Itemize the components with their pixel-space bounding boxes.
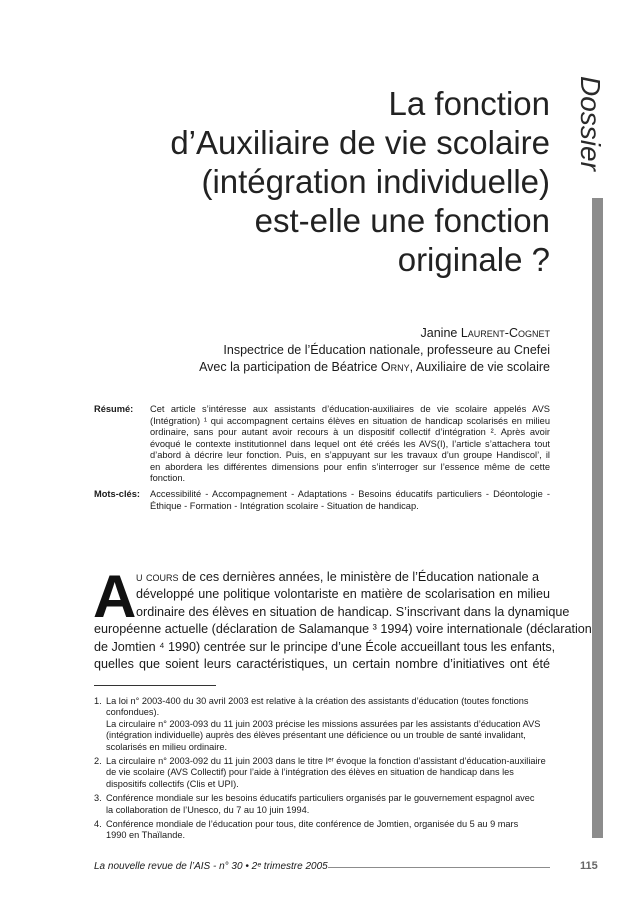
title-line: La fonction xyxy=(388,85,550,122)
footer-rule xyxy=(328,867,550,868)
drop-cap: A xyxy=(93,563,137,630)
body-line: développé une politique volontariste en matière de scolarisation en milieu xyxy=(136,587,550,602)
footnote-2 xyxy=(94,756,550,790)
footer-journal: La nouvelle revue de l’AIS - n° 30 • 2ᵉ trimestre 2005 xyxy=(94,861,328,872)
author-block xyxy=(150,325,550,376)
footnote-line: scolarisés en milieu ordinaire. xyxy=(106,741,228,752)
article-title xyxy=(120,84,550,279)
resume-line: fonction. xyxy=(150,473,186,483)
body-line: quelles que soient leurs caractéristiques, un certain nombre d’initiatives ont été xyxy=(94,657,550,672)
resume-label: Résumé: xyxy=(94,404,134,414)
participant-role: , Auxiliaire de vie scolaire xyxy=(409,360,550,374)
body-text xyxy=(93,563,592,673)
footnote-3 xyxy=(94,793,550,816)
participant-last-name: Orny xyxy=(380,360,410,374)
footnote-number: 1. xyxy=(94,696,102,706)
footnote-line: la collaboration de l’Unesco, du 7 au 10 juin 1994. xyxy=(106,804,310,815)
footnote-line: de vie scolaire (AVS Collectif) pour l’aide à l’intégration des élèves en situation de handicap dans les xyxy=(106,767,514,778)
body-line xyxy=(94,569,550,586)
participation-prefix: Avec la participation de Béatrice xyxy=(199,360,378,374)
footnote-number: 2. xyxy=(94,756,102,767)
lead-smallcaps: u cours xyxy=(136,570,179,584)
body-line-start: de ces dernières années, le ministère de l’Éducation nationale a xyxy=(178,570,540,584)
footnote-line: 1990 en Thaïlande. xyxy=(106,830,186,841)
footnote-line: La loi n° 2003-400 du 30 avril 2003 est relative à la création des assistants d’éducation (toutes fonctions xyxy=(106,696,529,706)
resume-line: évoqué le contexte institutionnel dans lequel ont été créés les AVS(I), l’article s’attachera tout xyxy=(150,438,550,449)
keywords-text xyxy=(150,489,550,512)
title-line: est-elle une fonction xyxy=(254,202,550,239)
footnote-line: (intégration individuelle) auprès des élèves présentant une déficience ou un trouble de santé invalidant, xyxy=(106,730,526,741)
title-line: d’Auxiliaire de vie scolaire xyxy=(170,124,550,161)
footnote-number: 3. xyxy=(94,793,102,804)
footnote-line: La circulaire n° 2003-093 du 11 juin 2003 précise les missions assurées par les assistants d’éducation AVS xyxy=(106,718,541,729)
author-last-name: Laurent-Cognet xyxy=(460,326,550,340)
title-line: (intégration individuelle) xyxy=(201,163,550,200)
resume-line: en abordera les différentes dimensions pour enfin s’interroger sur l’essence même de cette xyxy=(150,461,550,472)
keywords-line: Éthique - Formation - Intégration scolaire - Situation de handicap. xyxy=(150,500,419,511)
resume-line: (Intégration) ¹ qui accompagnent certains élèves en situation de handicap scolarisés en milieu xyxy=(150,415,550,426)
footnote-1 xyxy=(94,696,550,753)
resume-text xyxy=(150,404,550,485)
footnote-line: confondues). xyxy=(106,707,160,718)
footnote-line: La circulaire n° 2003-092 du 11 juin 2003 dans le titre Iᵉʳ évoque la fonction d’assistant d’éducation-auxiliaire xyxy=(106,756,546,767)
body-line: européenne actuelle (déclaration de Salamanque ³ 1994) voire internationale (déclaration xyxy=(94,622,592,637)
author-first-name: Janine xyxy=(420,326,458,340)
page-number: 115 xyxy=(580,860,598,872)
footnote-rule xyxy=(94,685,216,686)
keywords-line: Accessibilité - Accompagnement - Adaptations - Besoins éducatifs particuliers - Déontologie - xyxy=(150,489,550,499)
section-label xyxy=(572,76,612,186)
participation-line xyxy=(150,359,550,376)
resume-line: Cet article s’intéresse aux assistants d’éducation-auxiliaires de vie scolaire appelés AVS xyxy=(150,404,550,414)
footnotes xyxy=(94,696,550,842)
footnote-number: 4. xyxy=(94,819,102,830)
title-line: originale ? xyxy=(397,241,550,278)
footnote-line: Conférence mondiale sur les besoins éducatifs particuliers organisés par le gouvernement espagnol avec xyxy=(106,793,535,804)
section-label-text: Dossier xyxy=(575,76,606,171)
footnote-line: Conférence mondiale de l’éducation pour tous, dite conférence de Jomtien, organisée du 5 au 9 mars xyxy=(106,819,519,830)
body-line: ordinaire des élèves en situation de handicap. S’inscrivant dans la dynamique xyxy=(136,604,570,619)
section-side-bar xyxy=(592,198,603,838)
author-name xyxy=(150,325,550,342)
footnote-4 xyxy=(94,819,550,842)
resume-line: d’abord à décrire leur fonction. Puis, en s’appuyant sur les travaux d’un groupe Handiscol’, il xyxy=(150,450,550,460)
keywords-label: Mots-clés: xyxy=(94,489,140,499)
author-affiliation: Inspectrice de l’Éducation nationale, professeure au Cnefei xyxy=(223,343,550,357)
resume-line: ordinaire, sans pour autant avoir recours à un dispositif collectif d’intégration ². Après avoir xyxy=(150,427,550,437)
footnote-line: dispositifs collectifs (Clis et UPI). xyxy=(106,778,239,789)
body-line: de Jomtien ⁴ 1990) centrée sur le principe d’une École accueillant tous les enfants, xyxy=(94,639,556,654)
